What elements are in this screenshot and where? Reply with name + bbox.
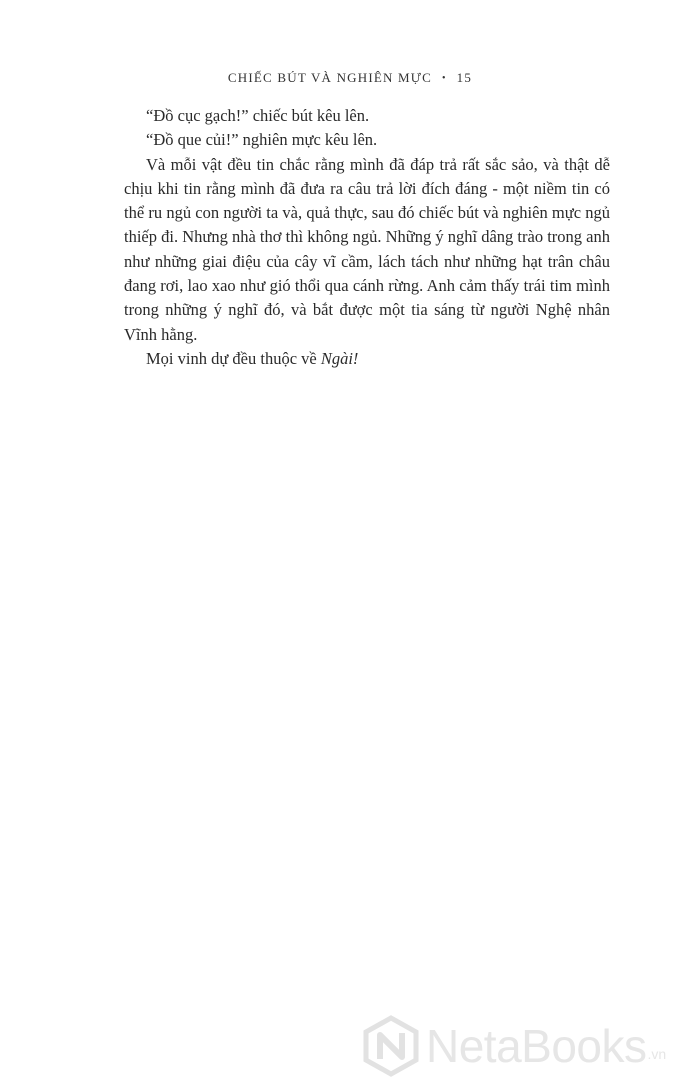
page-number: 15 <box>456 70 473 85</box>
running-header <box>0 70 700 86</box>
watermark-brand: NetaBooks <box>426 1020 647 1072</box>
body-text <box>124 104 610 371</box>
netabooks-logo-icon <box>362 1015 420 1077</box>
paragraph: “Đồ cục gạch!” chiếc bút kêu lên. <box>146 106 370 125</box>
chapter-title: CHIẾC BÚT VÀ NGHIÊN MỰC <box>227 70 432 85</box>
paragraph-text: Mọi vinh dự đều thuộc về <box>146 348 321 368</box>
header-separator: • <box>441 73 447 84</box>
paragraph-last <box>124 347 610 371</box>
emphasis-text: Ngài! <box>320 348 359 368</box>
paragraph: Và mỗi vật đều tin chắc rằng mình đã đáp trả rất sắc sảo, và thật dễ chịu khi tin rằng mình đã đưa ra câu trả lời đích đáng - một niềm tin có thể ru ngủ con người ta và, quả thực, sau đó chiếc bút và nghiên mực ngủ thiếp đi. Nhưng nhà thơ thì không ngủ. Những ý nghĩ dâng trào trong anh như những giai điệu của cây vĩ cầm, lách tách như những hạt trân châu đang rơi, lao xao như gió thổi qua cánh rừng. Anh cảm thấy trái tim mình trong những ý nghĩ đó, và bắt được một tia sáng từ người Nghệ nhân Vĩnh hằng. <box>124 154 610 344</box>
watermark <box>362 1012 666 1080</box>
paragraph: “Đồ que củi!” nghiên mực kêu lên. <box>146 130 378 150</box>
watermark-suffix: .vn <box>647 1046 667 1062</box>
